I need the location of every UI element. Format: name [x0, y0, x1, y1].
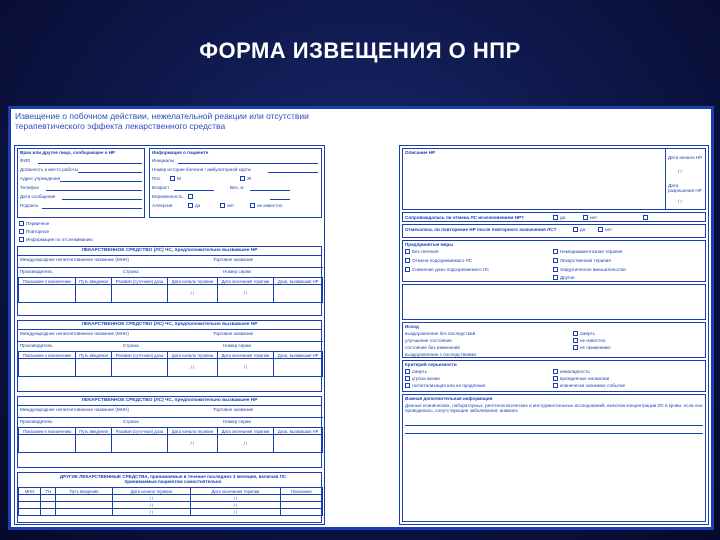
inn-label: Международное непатентованное название (МНН)	[20, 331, 129, 336]
col-header: Дата начала терапии	[168, 428, 217, 435]
additional-info-block	[402, 394, 706, 522]
cell[interactable]	[274, 285, 323, 303]
outcome-option: состояние без изменений	[405, 345, 460, 350]
outcome-block	[402, 322, 706, 358]
date-cell[interactable]: / /	[191, 509, 281, 516]
other-drugs-title: ДРУГИЕ ЛЕКАРСТВЕННЫЕ СРЕДСТВА, принимаемые в течение последних 3 месяцев, включая ЛС принимаемые пациентом самостоятельно	[59, 474, 287, 485]
outcome-title: Исход	[405, 324, 419, 329]
reaction-start-label: Дата начала НР	[668, 155, 703, 160]
suspected-drug-3-table	[18, 427, 323, 453]
allergy-no-checkbox[interactable]	[220, 203, 225, 208]
seriousness-option: смерть	[412, 369, 427, 374]
cell[interactable]	[280, 502, 322, 509]
col-header: Доза, вызвавшая НР	[274, 352, 323, 359]
seriousness-checkbox[interactable]	[553, 383, 558, 388]
cell[interactable]	[56, 502, 112, 509]
batch-label: Номер серии	[223, 343, 251, 348]
reaction-block	[402, 148, 706, 210]
cell[interactable]	[274, 359, 323, 377]
col-header: Показание к назначению	[19, 428, 76, 435]
report-type-label: Первичное	[26, 221, 50, 226]
col-header: Путь введения	[76, 428, 111, 435]
seriousness-checkbox[interactable]	[553, 369, 558, 374]
report-type-label: Информация по отслеживанию	[26, 237, 93, 242]
date-cell[interactable]: / /	[112, 495, 190, 502]
cell[interactable]	[56, 509, 112, 516]
patient-title: Информация о пациенте	[152, 150, 209, 155]
inn-label: Международное непатентованное название (МНН)	[20, 257, 129, 262]
no-label: нет	[605, 227, 613, 232]
date-cell[interactable]: / /	[191, 502, 281, 509]
report-repeat-checkbox[interactable]	[19, 229, 24, 234]
reporter-field: Телефон	[20, 185, 40, 190]
allergy-yes-label: да	[195, 203, 201, 208]
col-header: Дата начала терапии	[168, 352, 217, 359]
col-header: Показание к назначению	[19, 352, 76, 359]
report-initial-checkbox[interactable]	[19, 221, 24, 226]
treatment-block	[402, 240, 706, 282]
cell[interactable]	[41, 509, 56, 516]
date-cell[interactable]: / /	[191, 495, 281, 502]
reaction-start-date[interactable]: / /	[678, 169, 682, 174]
seriousness-option: клинически значимое событие	[560, 383, 626, 388]
reporter-field: Должность и место работы	[20, 167, 78, 172]
patient-field: Беременность	[152, 194, 183, 199]
reporter-field: Подпись	[20, 203, 39, 208]
reaction-resolved-date[interactable]: / /	[678, 199, 682, 204]
cell[interactable]	[56, 495, 112, 502]
rechallenge-yes-checkbox[interactable]	[573, 227, 578, 232]
outcome-checkbox[interactable]	[573, 331, 578, 336]
cell[interactable]	[280, 509, 322, 516]
col-header: Путь введения	[76, 352, 111, 359]
sex-male-label: М	[177, 176, 181, 181]
treatment-checkbox[interactable]	[553, 267, 558, 272]
col-header: Дата окончания терапии	[217, 278, 274, 285]
treatment-checkbox[interactable]	[405, 267, 410, 272]
outcome-option: выздоровление с последствиями	[405, 352, 476, 357]
trade-name-label: Торговое название	[213, 331, 254, 336]
seriousness-option: угроза жизни	[412, 376, 440, 381]
outcome-option: выздоровление без последствий	[405, 331, 476, 336]
rechallenge-question: Отмечалось ли повторение НР после повторного назначения ЛС?	[405, 227, 557, 232]
dechallenge-no-checkbox[interactable]	[583, 215, 588, 220]
date-cell[interactable]: / /	[217, 359, 274, 377]
adr-report-form	[8, 106, 714, 530]
treatment-option: Немедикаментозная терапия	[560, 249, 623, 254]
rechallenge-row	[402, 224, 706, 238]
weight-label: Вес, кг	[230, 185, 245, 190]
cell[interactable]	[19, 359, 76, 377]
allergy-yes-checkbox[interactable]	[188, 203, 193, 208]
outcome-option: не применимо	[580, 345, 611, 350]
reaction-resolved-label: Дата разрешения НР	[668, 183, 702, 194]
sex-male-checkbox[interactable]	[170, 176, 175, 181]
date-cell[interactable]: / /	[217, 435, 274, 453]
cell[interactable]	[19, 509, 41, 516]
patient-field: Инициалы	[152, 158, 175, 163]
patient-block	[149, 148, 322, 218]
seriousness-checkbox[interactable]	[405, 369, 410, 374]
col-header: Дата начала терапии	[112, 488, 190, 495]
treatment-checkbox[interactable]	[553, 249, 558, 254]
cell[interactable]	[19, 285, 76, 303]
treatment-option: Без лечения	[412, 249, 439, 254]
suspected-drug-1-table	[18, 277, 323, 303]
sex-female-label: Ж	[247, 176, 252, 181]
col-header: Путь введения	[76, 278, 111, 285]
pregnancy-checkbox[interactable]	[188, 194, 193, 199]
col-header: ТН	[41, 488, 56, 495]
dechallenge-yes-checkbox[interactable]	[553, 215, 558, 220]
cell[interactable]	[19, 435, 76, 453]
reaction-details-area[interactable]	[402, 284, 706, 320]
manufacturer-label: Производитель	[20, 269, 53, 274]
reporter-field: Дата сообщения	[20, 194, 56, 199]
date-cell[interactable]: / /	[168, 435, 217, 453]
additional-info-title: Важная дополнительная информация	[405, 396, 493, 401]
cell[interactable]	[19, 502, 41, 509]
treatment-option: Лекарственная терапия	[560, 258, 611, 263]
patient-field: Пол	[152, 176, 161, 181]
additional-info-text: Данные клинических, лабораторных, рентгенологических и инструментальных исследований, включая концентрации ЛС в крови, если они проводились; сопутствующие заболевания; анамнез	[405, 403, 703, 414]
suspected-drug-1-block	[17, 246, 322, 316]
batch-label: Номер серии	[223, 419, 251, 424]
patient-field: Аллергия	[152, 203, 173, 208]
trade-name-label: Торговое название	[213, 257, 254, 262]
other-drugs-table	[18, 487, 323, 516]
reporter-title: Врач или другое лицо, сообщающее о НР	[20, 150, 116, 155]
col-header: Разовая (суточная) доза	[111, 428, 167, 435]
col-header: Дата окончания терапии	[191, 488, 281, 495]
treatment-option: Другое	[560, 275, 575, 280]
treatment-checkbox[interactable]	[405, 258, 410, 263]
slide-title: ФОРМА ИЗВЕЩЕНИЯ О НПР	[199, 38, 521, 63]
reporter-field: Адрес учреждения	[20, 176, 61, 181]
seriousness-title: Критерий серьезности	[405, 362, 457, 367]
col-header: Показание	[280, 488, 322, 495]
col-header: МНН	[19, 488, 41, 495]
allergy-unknown-label: не известно	[257, 203, 283, 208]
col-header: Разовая (суточная) доза	[111, 352, 167, 359]
patient-field: Номер истории болезни / амбулаторной карты	[152, 167, 252, 172]
reporter-block	[17, 148, 145, 218]
sex-female-checkbox[interactable]	[240, 176, 245, 181]
treatment-option: Отмена подозреваемого ЛС	[412, 258, 473, 263]
outcome-option: не известно	[580, 338, 606, 343]
reporter-field: ФИО	[20, 158, 31, 163]
suspected-drug-2-table	[18, 351, 323, 377]
suspected-drug-3-block	[17, 396, 322, 468]
treatment-option: Снижение дозы подозреваемого ЛС	[412, 267, 490, 272]
manufacturer-label: Производитель	[20, 343, 53, 348]
treatment-option: Хирургическое вмешательство	[560, 267, 626, 272]
report-followup-checkbox[interactable]	[19, 237, 24, 242]
cell[interactable]	[280, 495, 322, 502]
cell[interactable]	[111, 285, 167, 303]
date-cell[interactable]: / /	[168, 285, 217, 303]
col-header: Путь введения	[56, 488, 112, 495]
yes-label: да	[580, 227, 586, 232]
col-header: Дата начала терапии	[168, 278, 217, 285]
treatment-checkbox[interactable]	[405, 249, 410, 254]
col-header: Дата окончания терапии	[217, 428, 274, 435]
outcome-checkbox[interactable]	[573, 345, 578, 350]
allergy-no-label: нет	[227, 203, 235, 208]
manufacturer-label: Производитель	[20, 419, 53, 424]
col-header: Доза, вызвавшая НР	[274, 278, 323, 285]
treatment-title: Предпринятые меры	[405, 242, 454, 247]
form-right-column	[399, 145, 709, 525]
cell[interactable]	[76, 285, 111, 303]
date-cell[interactable]: / /	[112, 509, 190, 516]
seriousness-option: врожденные аномалии	[560, 376, 610, 381]
seriousness-checkbox[interactable]	[405, 376, 410, 381]
cell[interactable]	[111, 359, 167, 377]
col-header: Показание к назначению	[19, 278, 76, 285]
seriousness-block	[402, 360, 706, 392]
date-cell[interactable]: / /	[112, 502, 190, 509]
treatment-checkbox[interactable]	[553, 275, 558, 280]
col-header: Разовая (суточная) доза	[111, 278, 167, 285]
date-cell[interactable]: / /	[168, 359, 217, 377]
cell[interactable]	[19, 495, 41, 502]
cell[interactable]	[111, 435, 167, 453]
seriousness-option: госпитализация или ее продление	[412, 383, 486, 388]
rechallenge-no-checkbox[interactable]	[598, 227, 603, 232]
other-drugs-block	[17, 472, 322, 523]
form-left-column	[14, 145, 325, 525]
date-cell[interactable]: / /	[217, 285, 274, 303]
reaction-title: Описание НР	[405, 150, 436, 155]
col-header: Дата окончания терапии	[217, 352, 274, 359]
suspected-drug-1-title: ЛЕКАРСТВЕННОЕ СРЕДСТВО (ЛС) ЧС, предположительно вызвавшее НР	[18, 247, 321, 256]
suspected-drug-3-title: ЛЕКАРСТВЕННОЕ СРЕДСТВО (ЛС) ЧС, предположительно вызвавшее НР	[18, 397, 321, 406]
batch-label: Номер серии	[223, 269, 251, 274]
outcome-option: улучшение состояния	[405, 338, 452, 343]
country-label: Страна	[123, 419, 139, 424]
yes-label: да	[560, 215, 566, 220]
inn-label: Международное непатентованное название (МНН)	[20, 407, 129, 412]
no-label: нет	[590, 215, 598, 220]
cell[interactable]	[41, 495, 56, 502]
seriousness-option: инвалидность	[560, 369, 590, 374]
country-label: Страна	[123, 269, 139, 274]
allergy-unknown-checkbox[interactable]	[250, 203, 255, 208]
seriousness-checkbox[interactable]	[405, 383, 410, 388]
outcome-checkbox[interactable]	[573, 338, 578, 343]
treatment-checkbox[interactable]	[553, 258, 558, 263]
cell[interactable]	[274, 435, 323, 453]
cell[interactable]	[76, 359, 111, 377]
cell[interactable]	[76, 435, 111, 453]
col-header: Доза, вызвавшая НР	[274, 428, 323, 435]
dechallenge-na-checkbox[interactable]	[643, 215, 648, 220]
suspected-drug-2-title: ЛЕКАРСТВЕННОЕ СРЕДСТВО (ЛС) ЧС, предположительно вызвавшее НР	[18, 321, 321, 330]
outcome-option: смерть	[580, 331, 595, 336]
form-header: Извещение о побочном действии, нежелательной реакции или отсутствии терапевтического эффекта лекарственного средства	[15, 111, 309, 131]
cell[interactable]	[41, 502, 56, 509]
trade-name-label: Торговое название	[213, 407, 254, 412]
seriousness-checkbox[interactable]	[553, 376, 558, 381]
suspected-drug-2-block	[17, 320, 322, 392]
dechallenge-row	[402, 212, 706, 222]
dechallenge-question: Сопровождалась ли отмена ЛС исчезновением НР?	[405, 215, 524, 220]
report-type-label: Повторное	[26, 229, 50, 234]
country-label: Страна	[123, 343, 139, 348]
patient-field: Возраст	[152, 185, 170, 190]
